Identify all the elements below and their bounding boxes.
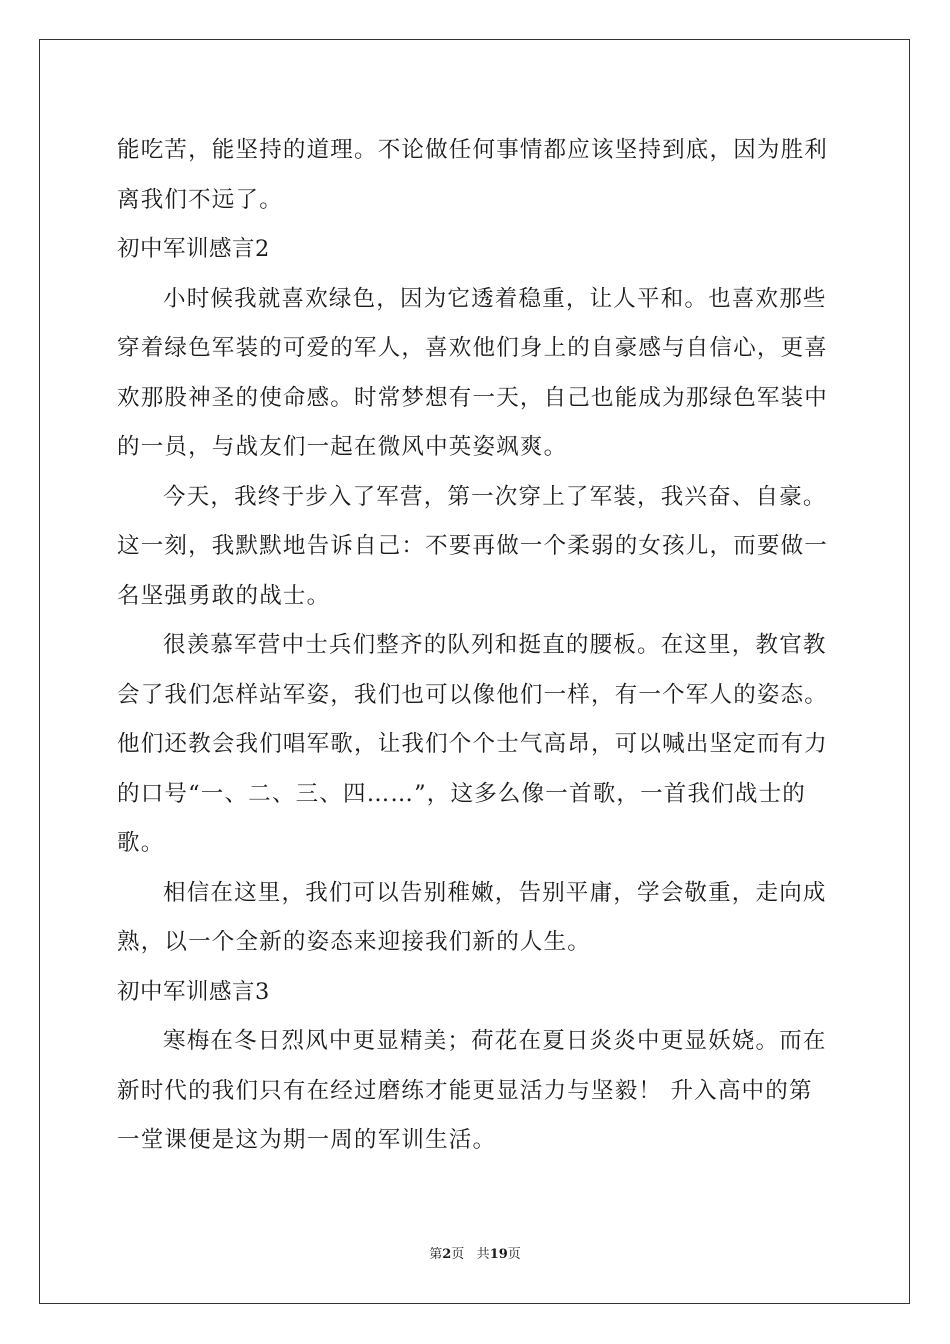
text-line: 歌。 bbox=[117, 830, 165, 856]
text-line: 新时代的我们只有在经过磨练才能更显活力与坚毅！ 升入高中的第 bbox=[117, 1077, 813, 1104]
text-line: 相信在这里，我们可以告别稚嫩，告别平庸，学会敬重，走向成 bbox=[163, 879, 827, 906]
text-line: 小时候我就喜欢绿色，因为它透着稳重，让人平和。也喜欢那些 bbox=[163, 285, 827, 312]
text-line: 的口号“一、二、三、四……”，这多么像一首歌，一首我们战士的 bbox=[117, 780, 807, 807]
text-line: 穿着绿色军装的可爱的军人，喜欢他们身上的自豪感与自信心，更喜 bbox=[117, 335, 829, 361]
text-line: 名坚强勇敢的战士。 bbox=[117, 582, 331, 609]
text-line: 会了我们怎样站军姿，我们也可以像他们一样，有一个军人的姿态。 bbox=[117, 681, 829, 708]
footer-page-prefix: 第 bbox=[429, 1247, 443, 1262]
text-line: 今天，我终于步入了军营，第一次穿上了军装，我兴奋、自豪。 bbox=[163, 483, 827, 510]
text-line: 他们还教会我们唱军歌，让我们个个士气高昂，可以喊出坚定而有力 bbox=[117, 731, 829, 757]
text-line: 的一员，与战友们一起在微风中英姿飒爽。 bbox=[117, 434, 568, 460]
text-line: 熟，以一个全新的姿态来迎接我们新的人生。 bbox=[117, 929, 592, 955]
text-line: 很羡慕军营中士兵们整齐的队列和挺直的腰板。在这里，教官教 bbox=[163, 632, 827, 658]
section-heading: 初中军训感言3 bbox=[117, 978, 270, 1005]
text-line: 欢那股神圣的使命感。时常梦想有一天，自己也能成为那绿色军装中 bbox=[117, 384, 829, 411]
text-line: 离我们不远了。 bbox=[117, 186, 283, 213]
page-footer bbox=[0, 1246, 950, 1264]
document-body bbox=[117, 126, 833, 1166]
footer-total-prefix: 共 bbox=[476, 1247, 490, 1262]
footer-page-number: 2 bbox=[442, 1247, 452, 1262]
section-heading: 初中军训感言2 bbox=[117, 236, 270, 262]
text-line: 寒梅在冬日烈风中更显精美；荷花在夏日炎炎中更显妖娆。而在 bbox=[163, 1028, 827, 1054]
footer-total-pages: 19 bbox=[489, 1247, 508, 1262]
text-line: 这一刻，我默默地告诉自己：不要再做一个柔弱的女孩儿，而要做一 bbox=[117, 533, 829, 559]
footer-total-suffix: 页 bbox=[507, 1247, 521, 1262]
footer-page-suffix: 页 bbox=[451, 1247, 465, 1262]
text-line: 一堂课便是这为期一周的军训生活。 bbox=[117, 1127, 497, 1153]
text-line: 能吃苦，能坚持的道理。不论做任何事情都应该坚持到底，因为胜利 bbox=[117, 137, 829, 163]
